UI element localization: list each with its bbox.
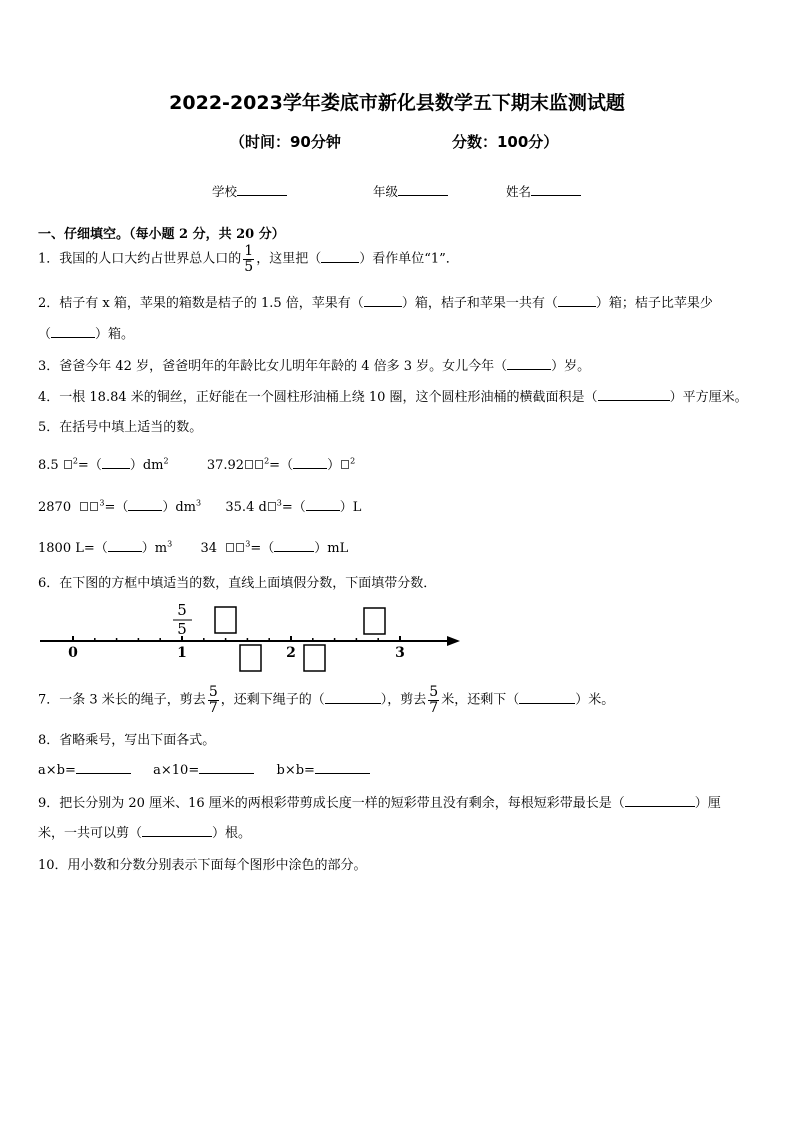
question-4: 4．一根 18.84 米的铜丝，正好能在一个圆柱形油桶上绕 10 圈，这个圆柱形油桶的横截面积是（ ）平方厘米。: [38, 390, 748, 405]
answer-blank[interactable]: [142, 824, 212, 837]
school-label: 学校: [212, 184, 238, 199]
question-3: 3．爸爸今年 42 岁，爸爸明年的年龄比女儿明年年龄的 4 倍多 3 岁。女儿今年（ ）岁。: [38, 359, 591, 374]
name-field[interactable]: [506, 182, 581, 200]
answer-box-top-2[interactable]: [364, 608, 385, 634]
q8-expressions: a×b= a×10= b×b=: [38, 761, 370, 778]
answer-blank[interactable]: [507, 357, 551, 370]
answer-box-top-1[interactable]: [215, 607, 236, 633]
score-label: 分数：100分）: [452, 133, 559, 151]
question-2-cont: （ ）箱。: [38, 327, 135, 342]
answer-blank[interactable]: [108, 539, 142, 552]
answer-blank[interactable]: [558, 294, 596, 307]
school-field[interactable]: [212, 182, 287, 200]
question-2: 2．桔子有 x 箱，苹果的箱数是桔子的 1.5 倍，苹果有（ ）箱，桔子和苹果一共有（ ）箱；桔子比苹果少: [38, 296, 713, 311]
question-1: 1．我国的人口大约占世界总人口的 $\frac{1}{5}$ ，这里把（ ）看作单位“1”．: [38, 243, 459, 275]
q5-row-1: 8.5 $^2$=（ ）$dm^2$ 37.92 $^2$=（ ） $^2$: [38, 456, 356, 473]
answer-blank[interactable]: [274, 539, 314, 552]
fraction: $\frac{5}{7}$: [429, 684, 439, 716]
name-label: 姓名: [506, 184, 532, 199]
page-title: 2022-2023学年娄底市新化县数学五下期末监测试题: [169, 92, 625, 114]
question-7: 7．一条 3 米长的绳子，剪去 $\frac{5}{7}$ ，还剩下绳子的（ ），剪去 $\frac{5}{7}$ 米，还剩下（ ）米。: [38, 684, 615, 716]
section-heading: 一、仔细填空。（每小题 2 分，共 20 分）: [38, 227, 285, 242]
question-8: 8．省略乘号，写出下面各式。: [38, 733, 216, 748]
answer-box-bottom-1[interactable]: [240, 645, 261, 671]
question-10: 10．用小数和分数分别表示下面每个图形中涂色的部分。: [38, 858, 367, 873]
tick-label: 2: [286, 645, 296, 661]
grade-field[interactable]: [373, 182, 448, 200]
question-6: 6．在下图的方框中填适当的数，直线上面填假分数，下面填带分数．: [38, 576, 437, 591]
answer-blank[interactable]: [364, 294, 402, 307]
time-label: （时间：90分钟: [230, 133, 341, 151]
arrow-icon: [447, 636, 460, 646]
answer-blank[interactable]: [76, 761, 131, 774]
answer-blank[interactable]: [293, 456, 327, 469]
answer-blank[interactable]: [128, 498, 162, 511]
number-line: [30, 598, 470, 676]
answer-blank[interactable]: [598, 388, 670, 401]
answer-blank[interactable]: [199, 761, 254, 774]
question-9: 9．把长分别为 20 厘米、16 厘米的两根彩带剪成长度一样的短彩带且没有剩余，每根短彩带最长是（ ）厘: [38, 796, 721, 811]
fraction-denominator: 5: [177, 620, 187, 638]
fraction-numerator: 5: [177, 601, 187, 619]
answer-box-bottom-2[interactable]: [304, 645, 325, 671]
tick-label: 1: [177, 645, 187, 661]
answer-blank[interactable]: [51, 325, 95, 338]
question-5: 5．在括号中填上适当的数。: [38, 420, 203, 435]
q5-row-3: 1800 L=（ ）$m^3$ 34 $^3$=（ ）mL: [38, 539, 349, 556]
tick-label: 0: [68, 645, 78, 661]
answer-blank[interactable]: [102, 456, 130, 469]
answer-blank[interactable]: [315, 761, 370, 774]
answer-blank[interactable]: [519, 691, 575, 704]
answer-blank[interactable]: [306, 498, 340, 511]
fraction: $\frac{1}{5}$: [244, 243, 254, 275]
answer-blank[interactable]: [321, 250, 359, 263]
grade-label: 年级: [373, 184, 399, 199]
answer-blank[interactable]: [325, 691, 381, 704]
fraction: $\frac{5}{7}$: [208, 684, 218, 716]
q5-row-2: 2870 $^3$=（ ）$dm^3$ 35.4 d $^3$=（ ）L: [38, 498, 362, 515]
answer-blank[interactable]: [625, 794, 695, 807]
question-9-cont: 米，一共可以剪（ ）根。: [38, 826, 252, 841]
tick-label: 3: [395, 645, 405, 661]
